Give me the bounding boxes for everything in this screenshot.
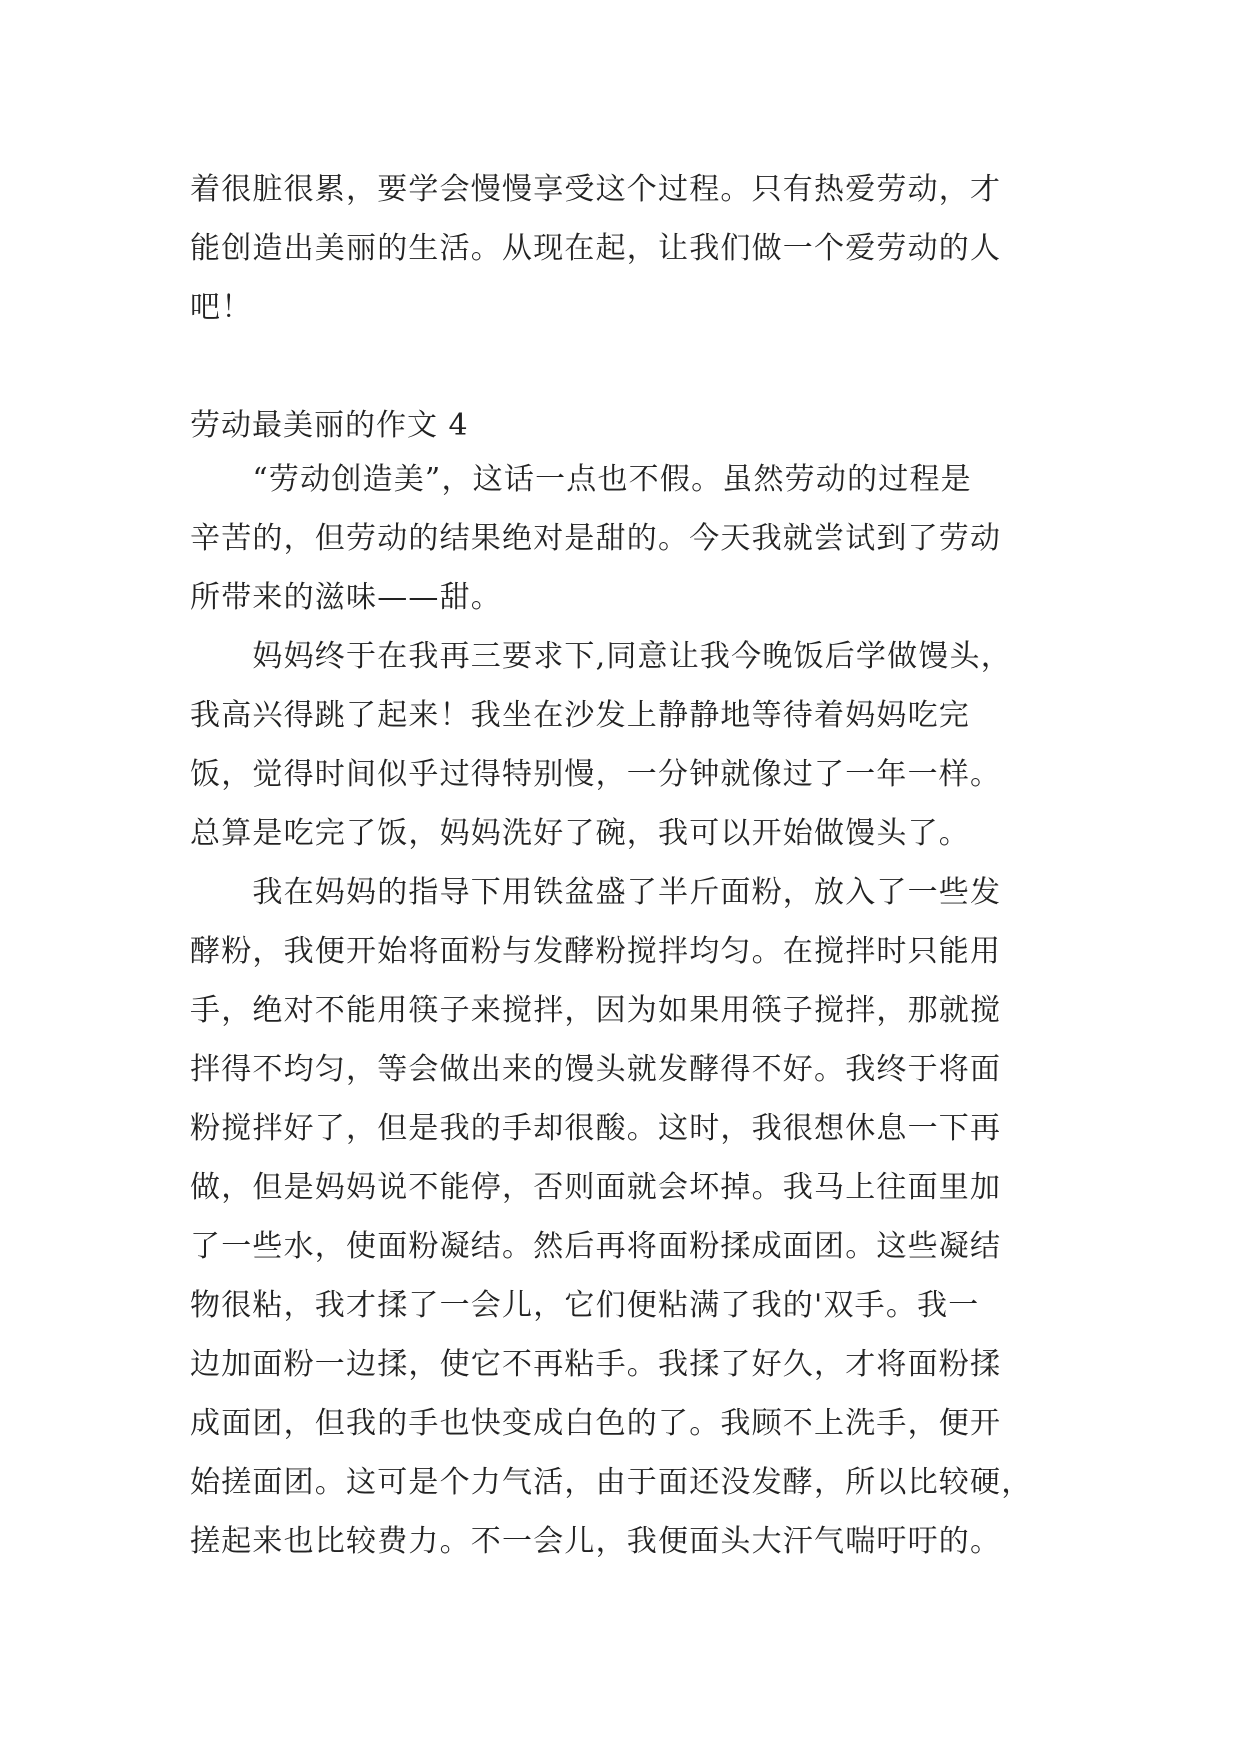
text-line: 所带来的滋味——甜。 [190, 580, 502, 615]
text-line: 总算是吃完了饭，妈妈洗好了碗，我可以开始做馒头了。 [190, 816, 970, 851]
text-line: 粉搅拌好了，但是我的手却很酸。这时，我很想休息一下再 [190, 1111, 1002, 1146]
text-line: 我在妈妈的指导下用铁盆盛了半斤面粉，放入了一些发 [190, 875, 1002, 910]
text-line: 着很脏很累，要学会慢慢享受这个过程。只有热爱劳动，才 [190, 172, 1002, 207]
text-line: 吧！ [190, 290, 253, 325]
text-line: 酵粉，我便开始将面粉与发酵粉搅拌均匀。在搅拌时只能用 [190, 934, 1002, 969]
text-line: 辛苦的，但劳动的结果绝对是甜的。今天我就尝试到了劳动 [190, 521, 1002, 556]
text-line: 手，绝对不能用筷子来搅拌，因为如果用筷子搅拌，那就搅 [190, 993, 1002, 1028]
essay-title: 劳动最美丽的作文 4 [190, 408, 469, 443]
text-line: 做，但是妈妈说不能停，否则面就会坏掉。我马上往面里加 [190, 1170, 1002, 1205]
text-line: 拌得不均匀，等会做出来的馒头就发酵得不好。我终于将面 [190, 1052, 1002, 1087]
text-line: 饭，觉得时间似乎过得特别慢，一分钟就像过了一年一样。 [190, 757, 1002, 792]
text-line: 边加面粉一边揉，使它不再粘手。我揉了好久，才将面粉揉 [190, 1347, 1002, 1382]
text-line: 我高兴得跳了起来！我坐在沙发上静静地等待着妈妈吃完 [190, 698, 970, 733]
text-line: 能创造出美丽的生活。从现在起，让我们做一个爱劳动的人 [190, 231, 1002, 266]
text-line: 始搓面团。这可是个力气活，由于面还没发酵，所以比较硬， [190, 1465, 1033, 1500]
text-line: 了一些水，使面粉凝结。然后再将面粉揉成面团。这些凝结 [190, 1229, 1002, 1264]
text-line: 物很粘，我才揉了一会儿，它们便粘满了我的'双手。我一 [190, 1288, 980, 1323]
text-line: 妈妈终于在我再三要求下,同意让我今晚饭后学做馒头， [190, 639, 1012, 674]
text-line: “劳动创造美”，这话一点也不假。虽然劳动的过程是 [190, 462, 972, 497]
intro-paragraph [190, 160, 1070, 337]
text-line: 成面团，但我的手也快变成白色的了。我顾不上洗手，便开 [190, 1406, 1002, 1441]
essay-body [190, 450, 1070, 1571]
text-line: 搓起来也比较费力。不一会儿，我便面头大汗气喘吁吁的。 [190, 1524, 1002, 1559]
